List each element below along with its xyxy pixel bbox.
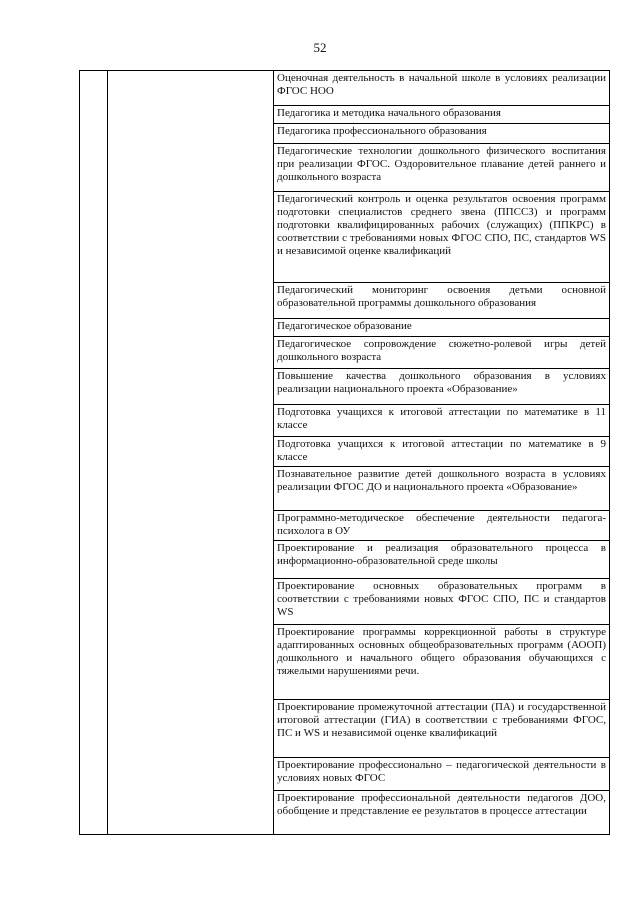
course-table xyxy=(79,70,610,835)
table-row xyxy=(80,71,610,106)
course-title: Программно-методическое обеспечение деятельности педагога-психолога в ОУ xyxy=(274,511,610,541)
course-title: Познавательное развитие детей дошкольного возраста в условиях реализации ФГОС ДО и национального проекта «Образование» xyxy=(274,467,610,511)
course-title: Педагогика и методика начального образования xyxy=(274,106,610,124)
number-cell xyxy=(80,71,108,835)
course-title: Повышение качества дошкольного образования в условиях реализации национального проекта «Образование» xyxy=(274,369,610,405)
course-title: Педагогическое образование xyxy=(274,319,610,337)
course-title: Подготовка учащихся к итоговой аттестации по математике в 11 классе xyxy=(274,405,610,437)
course-title: Проектирование профессионально – педагогической деятельности в условиях новых ФГОС xyxy=(274,758,610,791)
course-title: Педагогическое сопровождение сюжетно-ролевой игры детей дошкольного возраста xyxy=(274,337,610,369)
course-title: Проектирование профессиональной деятельности педагогов ДОО, обобщение и представление ее результатов в процессе аттестации xyxy=(274,791,610,835)
course-title: Подготовка учащихся к итоговой аттестации по математике в 9 классе xyxy=(274,437,610,467)
course-title: Педагогический контроль и оценка результатов освоения программ подготовки специалистов среднего звена (ППССЗ) и программ подготовки квалифицированных рабочих (служащих) (ППКРС) в соответствии с требованиями новых ФГОС СПО, ПС, стандартов WS и независимой оценке квалификаций xyxy=(274,192,610,283)
category-cell xyxy=(108,71,274,835)
course-title: Проектирование основных образовательных программ в соответствии с требованиями новых ФГОС СПО, ПС и стандартов WS xyxy=(274,579,610,625)
course-title: Педагогика профессионального образования xyxy=(274,124,610,144)
course-title: Проектирование и реализация образовательного процесса в информационно-образовательной среде школы xyxy=(274,541,610,579)
page-number: 52 xyxy=(313,40,327,55)
course-title: Проектирование промежуточной аттестации (ПА) и государственной итоговой аттестации (ГИА) в соответствии с требованиями ФГОС, ПС и WS и независимой оценке квалификаций xyxy=(274,700,610,758)
course-title: Проектирование программы коррекционной работы в структуре адаптированных основных общеобразовательных программ (АООП) дошкольного и начального общего образования обучающихся с тяжелыми нарушениями речи. xyxy=(274,625,610,700)
course-title: Педагогические технологии дошкольного физического воспитания при реализации ФГОС. Оздоровительное плавание детей раннего и дошкольного возраста xyxy=(274,144,610,192)
course-title: Педагогический мониторинг освоения детьми основной образовательной программы дошкольного образования xyxy=(274,283,610,319)
course-title: Оценочная деятельность в начальной школе в условиях реализации ФГОС НОО xyxy=(274,71,610,106)
